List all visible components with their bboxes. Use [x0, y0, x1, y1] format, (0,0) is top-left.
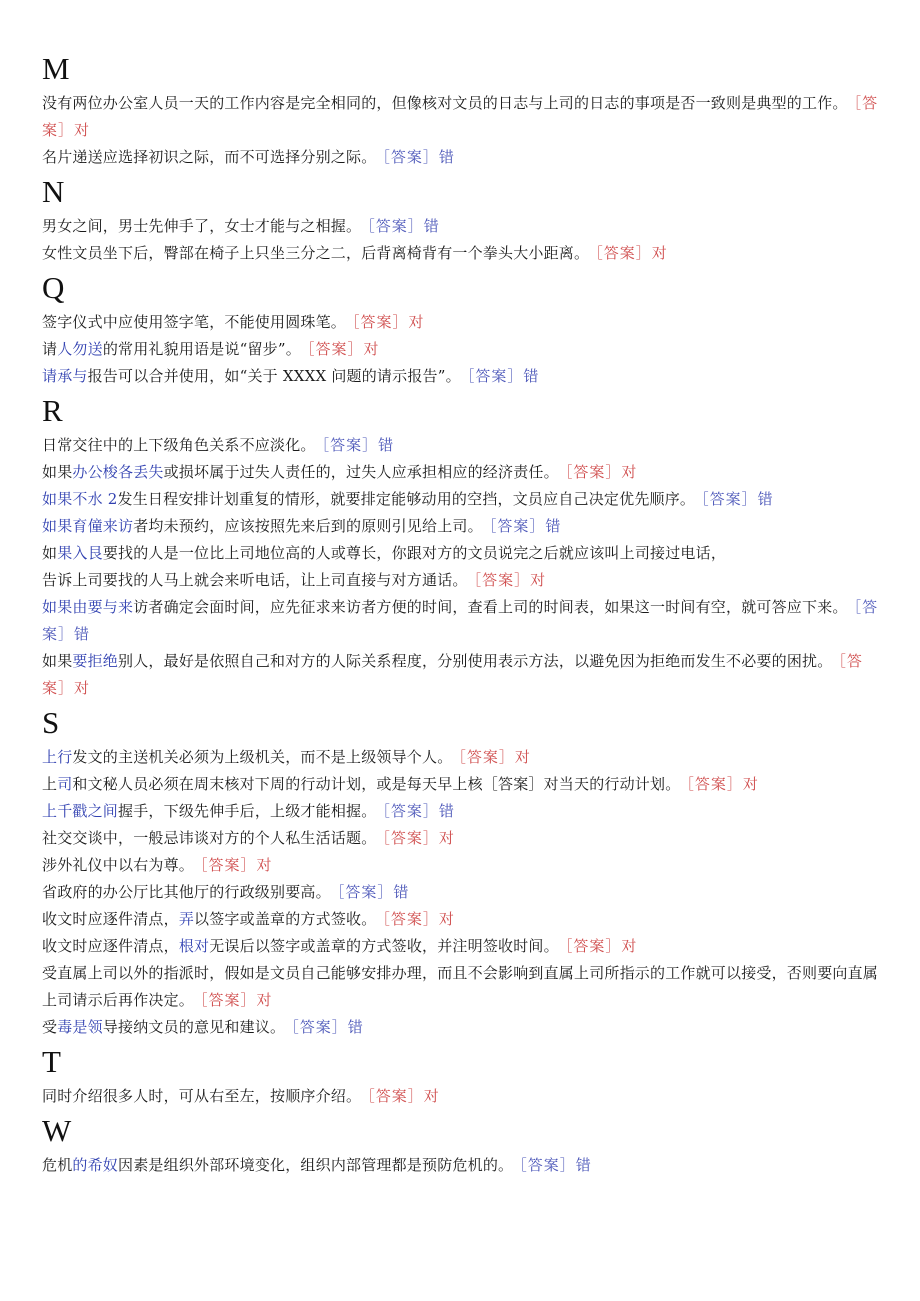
section-letter-heading: Q [42, 270, 65, 305]
question-entry [42, 432, 880, 459]
question-text: 因素是组织外部环境变化，组织内部管理都是预防危机的。 [118, 1156, 514, 1174]
question-entry [42, 459, 880, 486]
question-entry [42, 933, 880, 960]
highlighted-text: 如果由要与来 [42, 598, 134, 616]
question-text: 者均未预约，应该按照先来后到的原则引见给上司。 [133, 517, 483, 535]
answer-label: ［答案］错 [466, 367, 540, 385]
answer-label: ［答案］对 [382, 910, 455, 928]
highlighted-text: 请承与 [42, 367, 88, 385]
answer-label: ［答案］对 [42, 652, 863, 697]
answer-label: ［答案］对 [382, 829, 455, 847]
question-entry [42, 486, 880, 513]
question-entry [42, 594, 880, 648]
answer-label: ［答案］对 [564, 937, 638, 955]
answer-label: ［答案］对 [595, 244, 668, 262]
question-entry [42, 852, 880, 879]
question-entry [42, 240, 880, 267]
question-text: 省政府的办公厅比其他厅的行政级别要高。 [42, 883, 331, 901]
answer-label: ［答案］对 [367, 1087, 440, 1105]
question-text: 发文的主送机关必须为上级机关，而不是上级领导个人。 [72, 748, 453, 766]
question-text: 访者确定会面时间，应先征求来访者方便的时间，查看上司的时间表，如果这一时间有空，就可答应下来。 [133, 598, 848, 616]
question-entry [42, 363, 880, 390]
question-entry [42, 906, 880, 933]
question-entry [42, 744, 880, 771]
question-entry [42, 144, 880, 171]
question-text: 受 [42, 1018, 58, 1036]
highlighted-text: 要拒绝 [72, 652, 119, 670]
question-text: 社交交谈中，一般忌讳谈对方的个人私生活话题。 [42, 829, 377, 847]
question-entry [42, 1014, 880, 1041]
answer-label: ［答案］对 [200, 991, 273, 1009]
answer-label: ［答案］对 [686, 775, 759, 793]
answer-label: ［答案］错 [291, 1018, 364, 1036]
question-text: 无误后以签字或盖章的方式签收，并注明签收时间。 [209, 937, 559, 955]
question-entry [42, 771, 880, 798]
question-entry [42, 336, 880, 363]
question-entry [42, 309, 880, 336]
answer-label: ［答案］错 [382, 802, 455, 820]
question-text: 导接纳文员的意见和建议。 [102, 1018, 286, 1036]
highlighted-text: 毒是领 [57, 1018, 103, 1036]
question-entry [42, 513, 880, 540]
highlighted-text: 办公梭各丢失 [72, 463, 164, 481]
answer-label: ［答案］错 [336, 883, 410, 901]
question-entry [42, 1083, 880, 1110]
question-text: 如 [42, 544, 58, 562]
answer-label: ［答案］对 [352, 313, 425, 331]
question-entry [42, 1152, 880, 1179]
section-letter-heading: S [42, 705, 60, 740]
question-text: 报告可以合并使用，如“关于 XXXX 问题的请示报告”。 [87, 367, 461, 385]
question-text: 受直属上司以外的指派时，假如是文员自己能够安排办理，而且不会影响到直属上司所指示的工作就可以接受，否则要向直属上司请示后再作决定。 [42, 964, 879, 1009]
answer-label: ［答案］对 [306, 340, 380, 358]
answer-label: ［答案］错 [488, 517, 562, 535]
question-text: 涉外礼仪中以右为尊。 [42, 856, 195, 874]
question-entry [42, 90, 880, 144]
question-entry [42, 213, 880, 240]
question-text: 日常交往中的上下级角色关系不应淡化。 [42, 436, 316, 454]
question-text: 上 [42, 775, 58, 793]
question-entry [42, 960, 880, 1014]
question-text: 握手，下级先伸手后，上级才能相握。 [118, 802, 377, 820]
answer-label: ［答案］错 [519, 1156, 592, 1174]
question-entry [42, 648, 880, 702]
question-text: 收文时应逐件清点， [42, 910, 179, 928]
answer-label: ［答案］错 [701, 490, 774, 508]
question-text: 以签字或盖章的方式签收。 [194, 910, 377, 928]
highlighted-text: 根对 [178, 937, 210, 955]
section-letter-heading: R [42, 393, 63, 428]
question-text: 女性文员坐下后，臀部在椅子上只坐三分之二，后背离椅背有一个拳头大小距离。 [42, 244, 590, 262]
section-letter-heading: T [42, 1044, 61, 1079]
answer-label: ［答案］对 [564, 463, 638, 481]
highlighted-text: 司 [57, 775, 73, 793]
question-text: 发生日程安排计划重复的情形，就要排定能够动用的空挡，文员应自己决定优先顺序。 [117, 490, 696, 508]
question-text: 别人，最好是依照自己和对方的人际关系程度，分别使用表示方法，以避免因为拒绝而发生不必要的困扰。 [118, 652, 833, 670]
answer-label: ［答案］对 [458, 748, 531, 766]
question-text: 要找的人是一位比上司地位高的人或尊长，你跟对方的文员说完之后就应该叫上司接过电话， [102, 544, 727, 562]
question-text: 和文秘人员必须在周末核对下周的行动计划，或是每天早上核［答案］对当天的行动计划。 [72, 775, 681, 793]
section-letter-heading: W [42, 1113, 72, 1148]
answer-label: ［答案］对 [200, 856, 273, 874]
question-entry [42, 567, 880, 594]
highlighted-text: 弄 [178, 910, 195, 928]
answer-label: ［答案］错 [382, 148, 455, 166]
highlighted-text: 的希奴 [72, 1156, 119, 1174]
section-letter-heading: M [42, 51, 70, 86]
question-text: 危机 [42, 1156, 73, 1174]
question-text: 的常用礼貌用语是说“留步”。 [102, 340, 301, 358]
question-entry [42, 540, 880, 567]
highlighted-text: 如果育僮来访 [42, 517, 134, 535]
question-text: 如果 [42, 463, 73, 481]
question-entry [42, 879, 880, 906]
answer-label: ［答案］错 [321, 436, 395, 454]
question-entry [42, 798, 880, 825]
question-text: 签字仪式中应使用签字笔，不能使用圆珠笔。 [42, 313, 347, 331]
question-text: 同时介绍很多人时，可从右至左，按顺序介绍。 [42, 1087, 362, 1105]
highlighted-text: 上千戳之间 [42, 802, 119, 820]
question-text: 请 [42, 340, 58, 358]
answer-label: ［答案］错 [367, 217, 440, 235]
question-text: 收文时应逐件清点， [42, 937, 179, 955]
answer-label: ［答案］对 [42, 94, 879, 139]
question-text: 告诉上司要找的人马上就会来听电话，让上司直接与对方通话。 [42, 571, 468, 589]
question-text: 或损坏属于过失人责任的，过失人应承担相应的经济责任。 [163, 463, 559, 481]
highlighted-text: 上行 [42, 748, 73, 766]
question-text: 名片递送应选择初识之际，而不可选择分别之际。 [42, 148, 377, 166]
question-text: 男女之间，男士先伸手了，女士才能与之相握。 [42, 217, 362, 235]
highlighted-text: 如果不水 2 [42, 490, 118, 508]
question-text: 如果 [42, 652, 73, 670]
answer-label: ［答案］对 [473, 571, 547, 589]
section-letter-heading: N [42, 174, 65, 209]
highlighted-text: 果入艮 [57, 544, 103, 562]
answer-label: ［答案］错 [42, 598, 879, 643]
question-entry [42, 825, 880, 852]
question-text: 没有两位办公室人员一天的工作内容是完全相同的，但像核对文员的日志与上司的日志的事项是否一致则是典型的工作。 [42, 94, 848, 112]
highlighted-text: 人勿送 [57, 340, 103, 358]
